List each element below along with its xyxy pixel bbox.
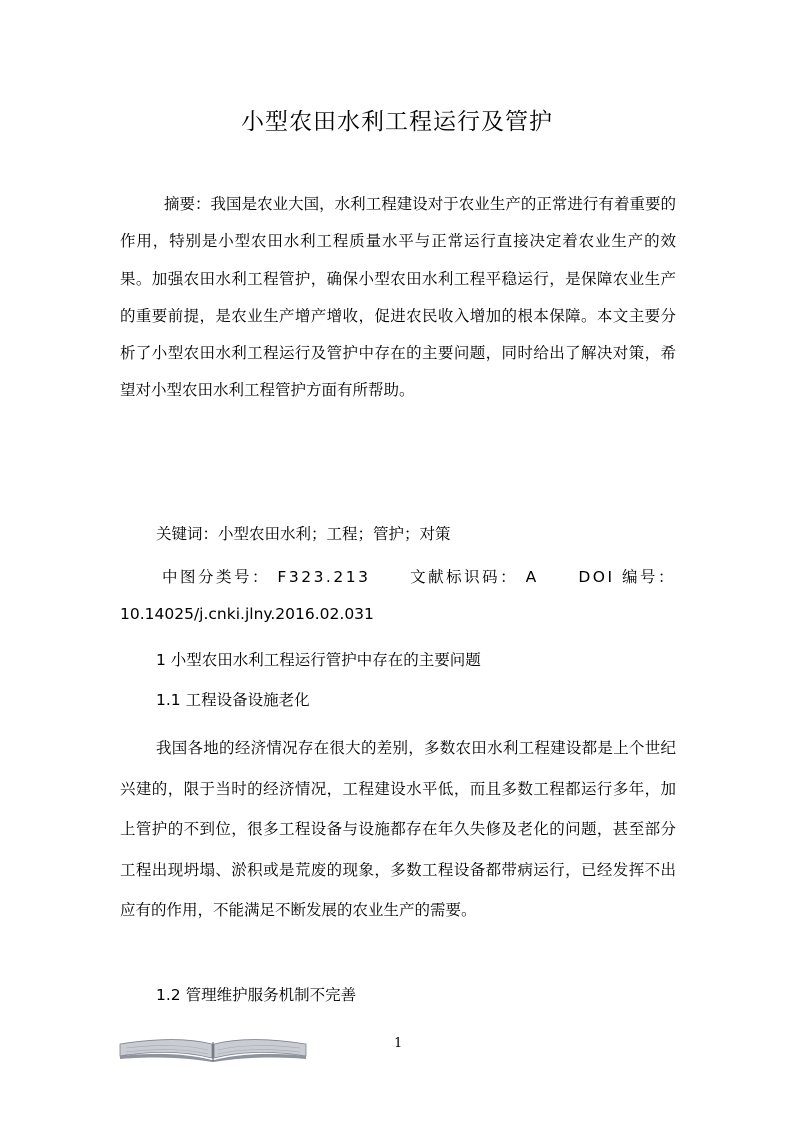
keywords-line: 关键词：小型农田水利；工程；管护；对策 [156,525,451,543]
open-book-icon [118,1034,308,1062]
clc-number: 中图分类号： F323.213 [162,568,371,586]
document-code: 文献标识码： A [410,568,539,586]
section-1-2-heading: 1.2 管理维护服务机制不完善 [156,986,357,1004]
classification-row [162,565,676,587]
page-number: 1 [394,1036,403,1051]
section-1-1-heading: 1.1 工程设备设施老化 [156,691,310,709]
doi-value: 10.14025/j.cnki.jlny.2016.02.031 [120,605,374,623]
doi-label: DOI 编号： [578,568,676,586]
document-title: 小型农田水利工程运行及管护 [241,109,553,135]
section-1-1-paragraph: 我国各地的经济情况存在很大的差别，多数农田水利工程建设都是上个世纪兴建的，限于当时的经济情况，工程建设水平低，而且多数工程都运行多年，加上管护的不到位，很多工程设备与设施都存在年久失修及老化的问题，甚至部分工程出现坍塌、淤积或是荒废的现象，多数工程设备都带病运行，已经发挥不出应有的作用，不能满足不断发展的农业生产的需要。 [120,739,676,919]
abstract-paragraph: 摘要：我国是农业大国，水利工程建设对于农业生产的正常进行有着重要的作用，特别是小型农田水利工程质量水平与正常运行直接决定着农业生产的效果。加强农田水利工程管护，确保小型农田水利工程平稳运行，是保障农业生产的重要前提，是农业生产增产增收，促进农民收入增加的根本保障。本文主要分析了小型农田水利工程运行及管护中存在的主要问题，同时给出了解决对策，希望对小型农田水利工程管护方面有所帮助。 [120,195,676,400]
section-1-heading: 1 小型农田水利工程运行管护中存在的主要问题 [156,651,481,669]
